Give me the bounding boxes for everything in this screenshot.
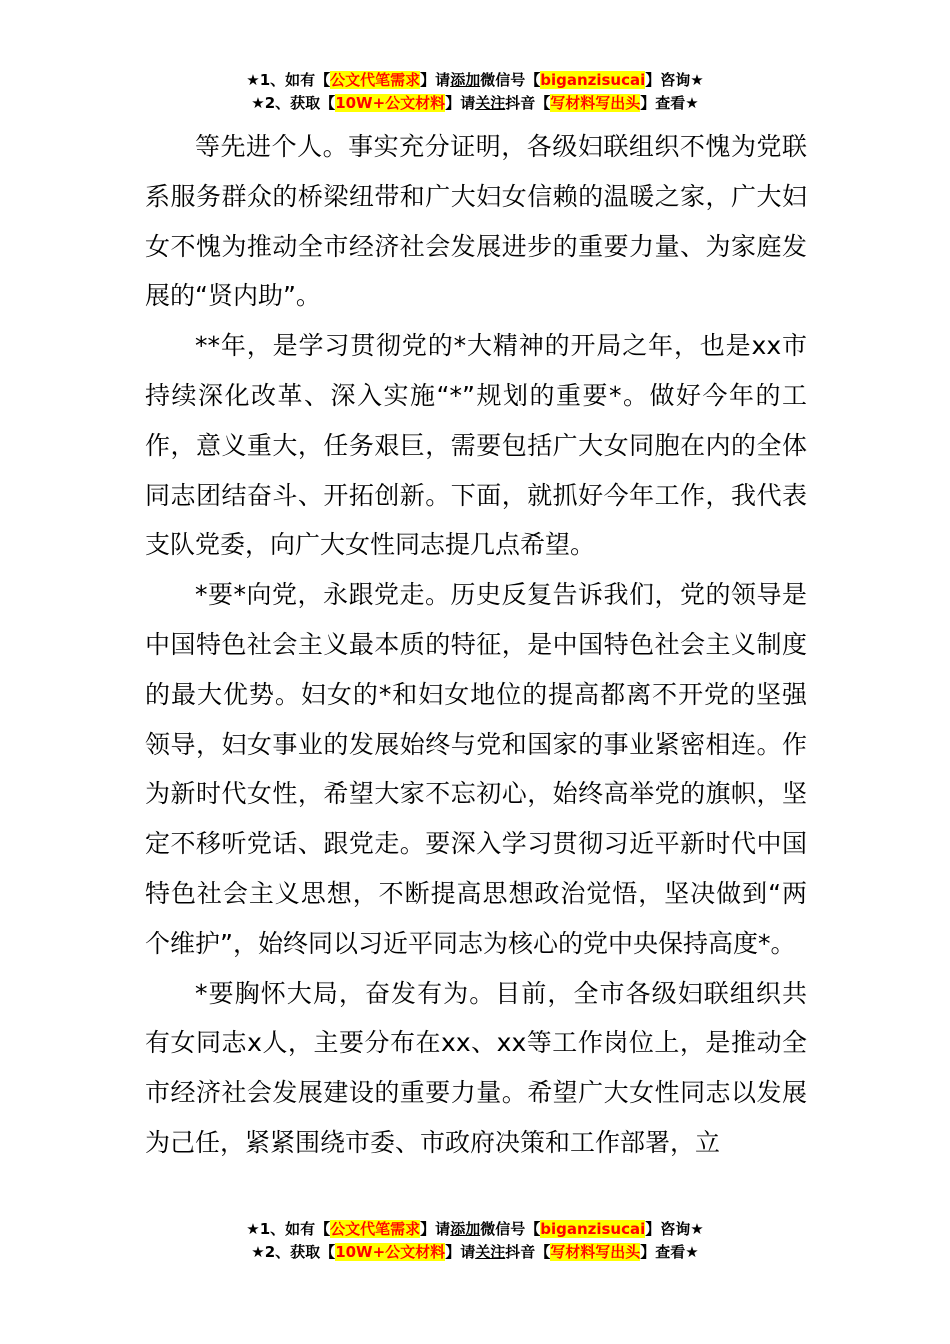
banner-line-1: ★1、如有【公文代笔需求】请添加微信号【biganzisucai】咨询★ [246, 71, 704, 89]
underlined-follow: 关注 [475, 1243, 506, 1261]
paragraph-4: *要胸怀大局，奋发有为。目前，全市各级妇联组织共有女同志x人，主要分布在xx、xx等工作岗位上，是推动全市经济社会发展建设的重要力量。希望广大女性同志以发展为己任，紧紧围绕市委、市政府决策和工作部署，立 [145, 978, 807, 1157]
underlined-add: 添加 [450, 71, 481, 89]
highlight-douyin: 写材料写出头 [550, 94, 641, 112]
paragraph-3: *要*向党，永跟党走。历史反复告诉我们，党的领导是中国特色社会主义最本质的特征，是中国特色社会主义制度的最大优势。妇女的*和妇女地位的提高都离不开党的坚强领导，妇女事业的发展始终与党和国家的事业紧密相连。作为新时代女性，希望大家不忘初心，始终高举党的旗帜，坚定不移听党话、跟党走。要深入学习贯彻习近平新时代中国特色社会主义思想，不断提高思想政治觉悟，坚决做到“两个维护”，始终同以习近平同志为核心的党中央保持高度*。 [145, 580, 807, 958]
highlight-douyin: 写材料写出头 [550, 1243, 641, 1261]
underlined-add: 添加 [450, 1220, 481, 1238]
paragraph-1: 等先进个人。事实充分证明，各级妇联组织不愧为党联系服务群众的桥梁纽带和广大妇女信赖的温暖之家，广大妇女不愧为推动全市经济社会发展进步的重要力量、为家庭发展的“贤内助”。 [145, 132, 807, 311]
highlight-materials: 10W+公文材料 [335, 94, 446, 112]
banner-line-1: ★1、如有【公文代笔需求】请添加微信号【biganzisucai】咨询★ [246, 1220, 704, 1238]
highlight-wechat-id: biganzisucai [540, 1220, 646, 1238]
banner-line-2: ★2、获取【10W+公文材料】请关注抖音【写材料写出头】查看★ [251, 94, 699, 112]
highlight-service: 公文代笔需求 [330, 1220, 421, 1238]
banner-line-2: ★2、获取【10W+公文材料】请关注抖音【写材料写出头】查看★ [251, 1243, 699, 1261]
footer-banner [0, 1218, 950, 1264]
document-body [145, 122, 807, 1168]
paragraph-2: **年，是学习贯彻党的*大精神的开局之年，也是xx市持续深化改革、深入实施“*”规划的重要*。做好今年的工作，意义重大，任务艰巨，需要包括广大女同胞在内的全体同志团结奋斗、开拓创新。下面，就抓好今年工作，我代表支队党委，向广大女性同志提几点希望。 [145, 331, 807, 560]
highlight-wechat-id: biganzisucai [540, 71, 646, 89]
highlight-materials: 10W+公文材料 [335, 1243, 446, 1261]
highlight-service: 公文代笔需求 [330, 71, 421, 89]
underlined-follow: 关注 [475, 94, 506, 112]
header-banner [0, 69, 950, 115]
